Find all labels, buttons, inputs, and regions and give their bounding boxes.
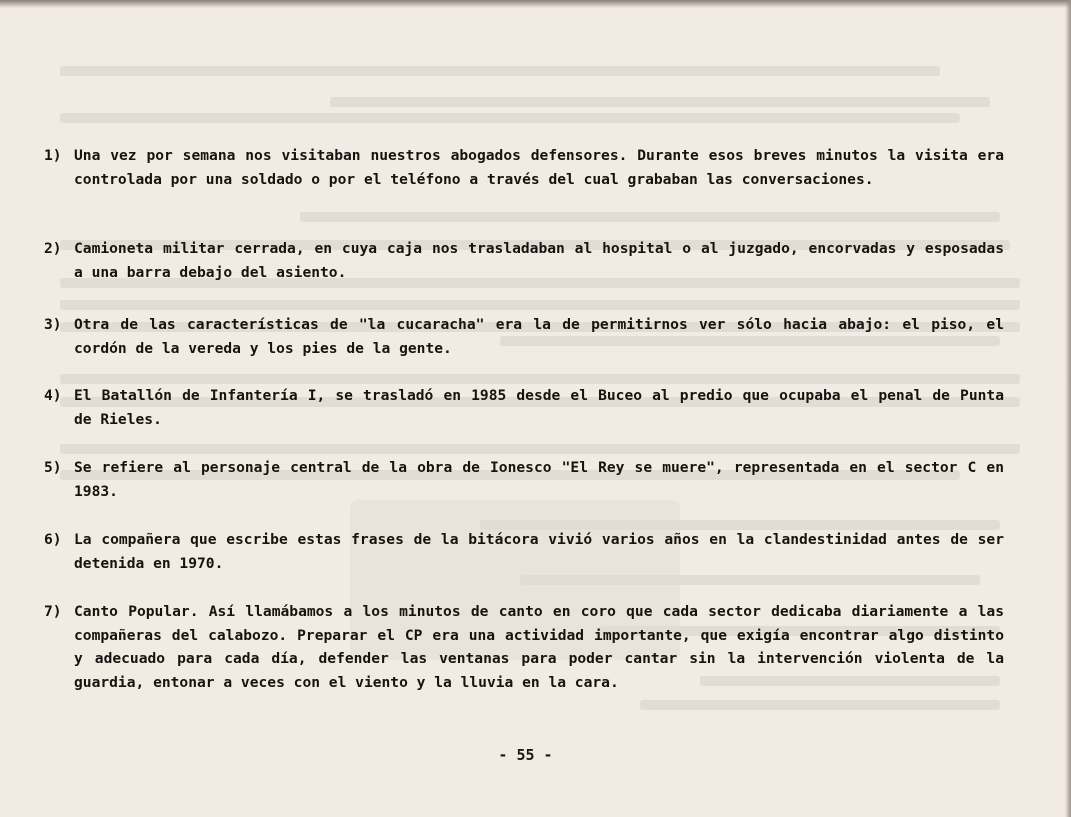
footnote-number: 5)	[44, 459, 62, 476]
footnote-4	[44, 384, 1004, 431]
footnote-7	[44, 600, 1004, 694]
footnote-text: Otra de las características de "la cucaracha" era la de permitirnos ver sólo hacia abajo: el piso, el cordón de la vereda y los pies de la gente.	[74, 316, 1004, 357]
footnote-2	[44, 237, 1004, 284]
footnote-text: Una vez por semana nos visitaban nuestros abogados defensores. Durante esos breves minutos la visita era controlada por una soldado o por el teléfono a través del cual grababan las conversaciones.	[74, 147, 1004, 188]
footnote-text: Se refiere al personaje central de la obra de Ionesco "El Rey se muere", representada en el sector C en 1983.	[74, 459, 1004, 500]
footnote-6	[44, 528, 1004, 575]
footnote-number: 6)	[44, 531, 62, 548]
footnote-number: 2)	[44, 240, 62, 257]
footnote-text: El Batallón de Infantería I, se trasladó en 1985 desde el Buceo al predio que ocupaba el penal de Punta de Rieles.	[74, 387, 1004, 428]
footnote-number: 1)	[44, 147, 62, 164]
page-number: - 55 -	[498, 746, 553, 764]
footnote-3	[44, 313, 1004, 360]
footnote-text: La compañera que escribe estas frases de la bitácora vivió varios años en la clandestinidad antes de ser detenida en 1970.	[74, 531, 1004, 572]
footnote-1	[44, 144, 1004, 191]
footnote-text: Canto Popular. Así llamábamos a los minutos de canto en coro que cada sector dedicaba diariamente a las compañeras del calabozo. Preparar el CP era una actividad importante, que exigía encontrar algo distinto y adecuado para cada día, defender las ventanas para poder cantar sin la intervención violenta de la guardia, entonar a veces con el viento y la lluvia en la cara.	[74, 603, 1004, 691]
footnote-number: 4)	[44, 387, 62, 404]
footnote-number: 3)	[44, 316, 62, 333]
footnote-5	[44, 456, 1004, 503]
footnote-text: Camioneta militar cerrada, en cuya caja nos trasladaban al hospital o al juzgado, encorvadas y esposadas a una barra debajo del asiento.	[74, 240, 1004, 281]
footnote-number: 7)	[44, 603, 62, 620]
